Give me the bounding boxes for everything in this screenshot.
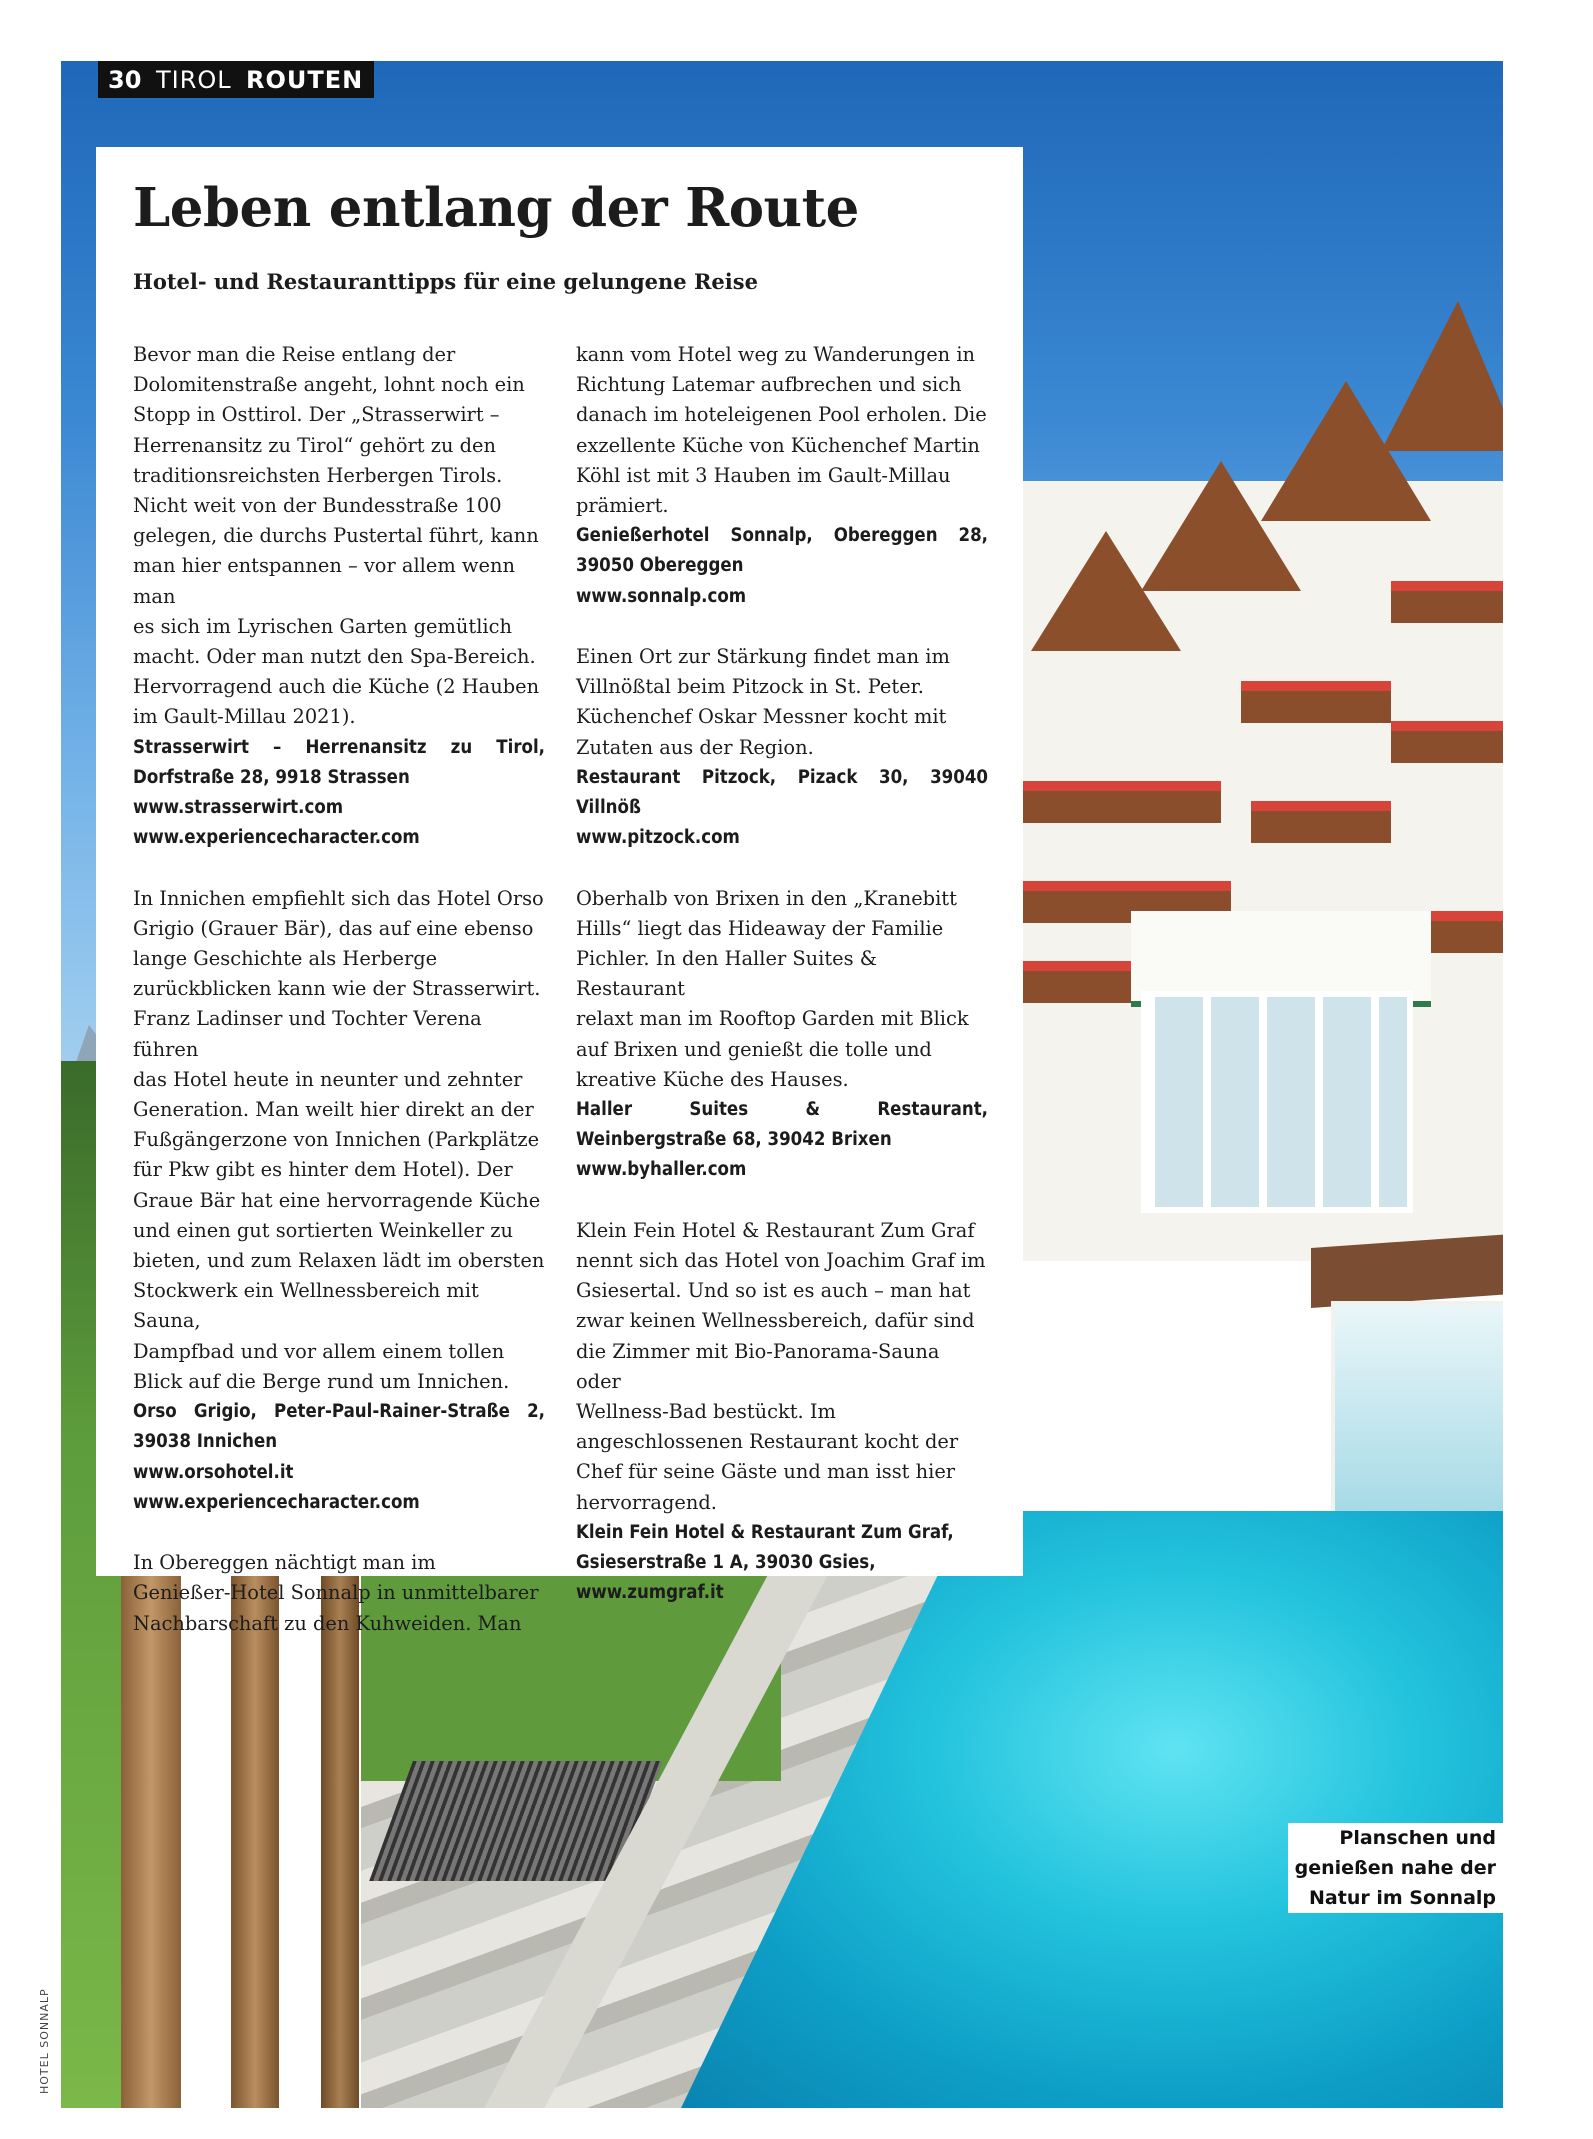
strasserwirt-paragraph: [133, 340, 545, 733]
text-line: Nicht weit von der Bundesstraße 100: [133, 494, 502, 518]
pitzock-link[interactable]: www.pitzock.com: [576, 827, 740, 849]
text-line: für Pkw gibt es hinter dem Hotel). Der: [133, 1158, 513, 1182]
zum-graf-paragraph: [576, 1216, 988, 1518]
text-line: die Zimmer mit Bio-Panorama-Sauna oder: [576, 1339, 940, 1393]
text-line: Küchenchef Oskar Messner kocht mit: [576, 705, 947, 729]
article-panel: [96, 147, 1023, 1635]
orsohotel-link[interactable]: www.orsohotel.it: [133, 1461, 294, 1483]
rubric-name: ROUTEN: [246, 65, 364, 94]
text-line: Dolomitenstraße angeht, lohnt noch ein: [133, 373, 525, 397]
caption-line: Planschen und: [1339, 1827, 1496, 1849]
pitzock-paragraph: [576, 642, 988, 763]
text-line: Stockwerk ein Wellnessbereich mit Sauna,: [133, 1279, 479, 1333]
text-line: und einen gut sortierten Weinkeller zu: [133, 1218, 514, 1242]
text-line: Bevor man die Reise entlang der: [133, 343, 456, 366]
text-line: Dampfbad und vor allem einem tollen: [133, 1339, 505, 1363]
article-column-right: [576, 340, 988, 1608]
section-name: TIROL: [156, 65, 232, 94]
text-line: exzellente Küche von Küchenchef Martin: [576, 433, 980, 457]
page-number: 30: [108, 65, 142, 94]
text-line: auf Brixen und genießt die tolle und: [576, 1037, 932, 1061]
text-line: zwar keinen Wellnessbereich, dafür sind: [576, 1309, 975, 1333]
zum-graf-address: Klein Fein Hotel & Restaurant Zum Graf, Gsieserstraße 1 A, 39030 Gsies,: [576, 1521, 954, 1574]
text-line: lange Geschichte als Herberge: [133, 947, 438, 971]
strasserwirt-link[interactable]: www.strasserwirt.com: [133, 797, 344, 819]
experiencecharacter-link[interactable]: www.experiencecharacter.com: [133, 827, 420, 849]
text-line: angeschlossenen Restaurant kocht der: [576, 1430, 959, 1454]
text-line: das Hotel heute in neunter und zehnter: [133, 1067, 523, 1091]
text-line: Fußgängerzone von Innichen (Parkplätze: [133, 1128, 540, 1152]
text-line: macht. Oder man nutzt den Spa-Bereich.: [133, 645, 536, 669]
text-line: es sich im Lyrischen Garten gemütlich: [133, 614, 512, 638]
sonnalp-paragraph-end: [576, 340, 988, 521]
text-line: In Innichen empfiehlt sich das Hotel Orso: [133, 886, 544, 910]
text-line: nennt sich das Hotel von Joachim Graf im: [576, 1249, 986, 1273]
text-line: kann vom Hotel weg zu Wanderungen in: [576, 343, 976, 366]
experiencecharacter-link-2[interactable]: www.experiencecharacter.com: [133, 1491, 420, 1513]
section-tag: [98, 61, 374, 98]
text-line: Einen Ort zur Stärkung findet man im: [576, 645, 950, 669]
text-line: Genießer-Hotel Sonnalp in unmittelbarer: [133, 1581, 539, 1605]
text-line: Grigio (Grauer Bär), das auf eine ebenso: [133, 916, 534, 940]
text-line: Hills“ liegt das Hideaway der Familie: [576, 916, 944, 940]
text-line: man hier entspannen – vor allem wenn man: [133, 554, 515, 608]
text-line: Stopp in Osttirol. Der „Strasserwirt –: [133, 403, 500, 427]
text-line: In Obereggen nächtigt man im: [133, 1551, 436, 1575]
orso-grigio-address: Orso Grigio, Peter-Paul-Rainer-Straße 2, 39038 Innichen: [133, 1401, 545, 1453]
text-line: relaxt man im Rooftop Garden mit Blick: [576, 1007, 969, 1031]
text-line: kreative Küche des Hauses.: [576, 1067, 849, 1091]
article-subtitle: Hotel- und Restauranttipps für eine gelungene Reise: [133, 269, 758, 294]
text-line: Villnößtal beim Pitzock in St. Peter.: [576, 675, 924, 699]
haller-paragraph: [576, 884, 988, 1095]
article-title: Leben entlang der Route: [133, 177, 859, 239]
text-line: im Gault-Millau 2021).: [133, 705, 356, 729]
strasserwirt-address: Strasserwirt – Herrenansitz zu Tirol, Dorfstraße 28, 9918 Strassen: [133, 736, 545, 788]
text-line: Oberhalb von Brixen in den „Kranebitt: [576, 886, 957, 910]
text-line: Gsiesertal. Und so ist es auch – man hat: [576, 1279, 971, 1303]
text-line: Blick auf die Berge rund um Innichen.: [133, 1369, 510, 1393]
text-line: prämiert.: [576, 494, 669, 518]
text-line: traditionsreichsten Herbergen Tirols.: [133, 463, 503, 487]
byhaller-link[interactable]: www.byhaller.com: [576, 1159, 747, 1181]
orso-grigio-paragraph: [133, 884, 545, 1397]
text-line: Graue Bär hat eine hervorragende Küche: [133, 1188, 541, 1212]
text-line: Klein Fein Hotel & Restaurant Zum Graf: [576, 1218, 975, 1242]
text-line: Richtung Latemar aufbrechen und sich: [576, 373, 962, 397]
text-line: Generation. Man weilt hier direkt an der: [133, 1098, 534, 1122]
text-line: Franz Ladinser und Tochter Verena führen: [133, 1007, 482, 1061]
text-line: Hervorragend auch die Küche (2 Hauben: [133, 675, 540, 699]
photo-caption: [1288, 1823, 1503, 1913]
text-line: Zutaten aus der Region.: [576, 735, 814, 759]
text-line: Wellness-Bad bestückt. Im: [576, 1400, 836, 1424]
zumgraf-link[interactable]: www.zumgraf.it: [576, 1582, 724, 1604]
caption-line: Natur im Sonnalp: [1309, 1887, 1496, 1909]
text-line: Herrenansitz zu Tirol“ gehört zu den: [133, 433, 497, 457]
text-line: Pichler. In den Haller Suites & Restaurant: [576, 947, 877, 1001]
haller-address: Haller Suites & Restaurant, Weinbergstraße 68, 39042 Brixen: [576, 1099, 988, 1151]
sonnalp-link[interactable]: www.sonnalp.com: [576, 585, 747, 607]
sonnalp-address: Genießerhotel Sonnalp, Obereggen 28, 39050 Obereggen: [576, 525, 988, 577]
caption-line: genießen nahe der: [1294, 1857, 1496, 1879]
photo-credit: HOTEL SONNALP: [38, 1988, 51, 2094]
text-line: hervorragend.: [576, 1490, 717, 1514]
text-line: Chef für seine Gäste und man isst hier: [576, 1460, 956, 1484]
pitzock-address: Restaurant Pitzock, Pizack 30, 39040 Villnöß: [576, 766, 988, 819]
text-line: bieten, und zum Relaxen lädt im obersten: [133, 1249, 545, 1273]
text-line: Nachbarschaft zu den Kuhweiden. Man: [133, 1611, 522, 1635]
text-line: danach im hoteleigenen Pool erholen. Die: [576, 403, 987, 427]
text-line: Köhl ist mit 3 Hauben im Gault-Millau: [576, 463, 951, 487]
text-line: gelegen, die durchs Pustertal führt, kann: [133, 524, 539, 548]
text-line: zurückblicken kann wie der Strasserwirt.: [133, 977, 541, 1001]
sonnalp-paragraph-start: [133, 1548, 545, 1639]
article-column-left: [133, 340, 545, 1639]
